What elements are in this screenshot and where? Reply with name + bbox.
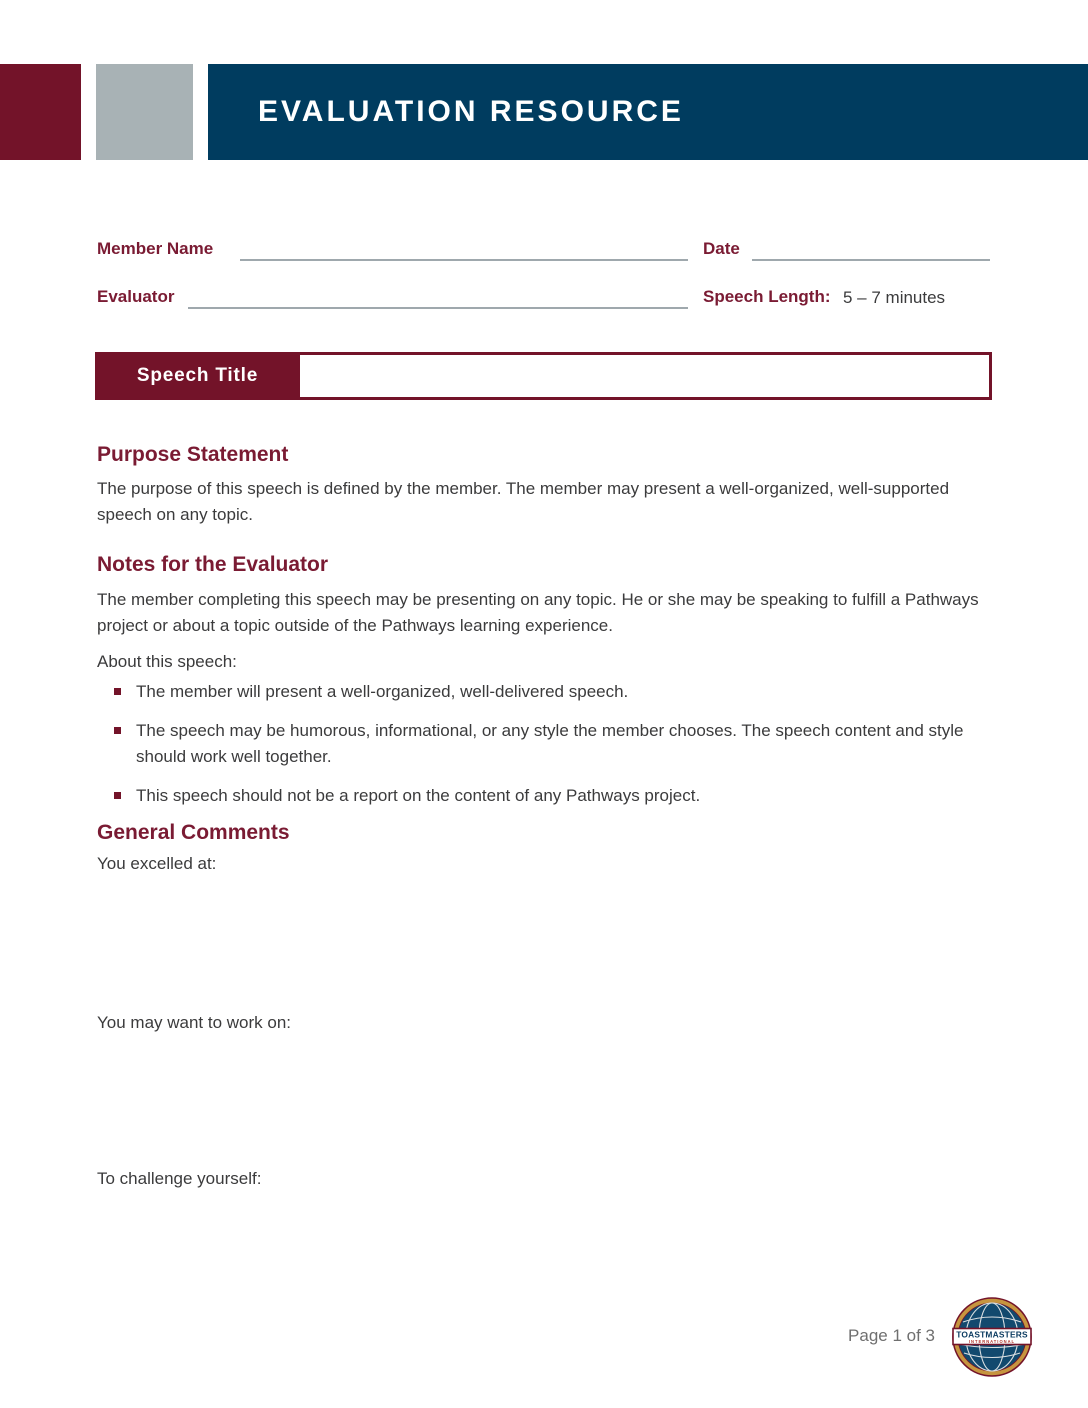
member-name-label: Member Name xyxy=(97,239,214,258)
date-field[interactable] xyxy=(752,240,990,261)
list-item xyxy=(114,783,990,809)
bullet-text: The member will present a well-organized, well-delivered speech. xyxy=(136,682,629,701)
notes-for-evaluator-body: The member completing this speech may be presenting on any topic. He or she may be speaking to fulfill a Pathways project or about a topic outside of the Pathways learning experience. xyxy=(97,590,979,635)
challenge-yourself-writing-area[interactable] xyxy=(97,1196,990,1291)
speech-title-field[interactable] xyxy=(303,355,989,397)
evaluator-label: Evaluator xyxy=(97,287,175,306)
list-item xyxy=(114,718,990,770)
purpose-statement-heading: Purpose Statement xyxy=(97,443,289,466)
list-item xyxy=(114,679,990,705)
member-name-field[interactable] xyxy=(240,240,688,261)
page-title: EVALUATION RESOURCE xyxy=(258,95,684,128)
work-on-prompt: You may want to work on: xyxy=(97,1013,292,1032)
bullet-text: This speech should not be a report on the content of any Pathways project. xyxy=(136,786,701,805)
speech-length-label: Speech Length: xyxy=(703,287,831,306)
header-maroon-block xyxy=(0,64,81,160)
excelled-at-prompt: You excelled at: xyxy=(97,854,217,873)
speech-notes-bullet-list xyxy=(114,679,990,822)
header-gray-block xyxy=(96,64,193,160)
general-comments-heading: General Comments xyxy=(97,821,290,844)
bullet-square-icon xyxy=(114,792,121,799)
logo-subtext: INTERNATIONAL xyxy=(968,1339,1016,1344)
speech-title-box xyxy=(95,352,992,400)
excelled-at-writing-area[interactable] xyxy=(97,880,990,1005)
header-bar xyxy=(208,64,1088,160)
speech-title-label: Speech Title xyxy=(95,352,300,400)
bullet-square-icon xyxy=(114,727,121,734)
evaluator-field[interactable] xyxy=(188,288,688,309)
bullet-square-icon xyxy=(114,688,121,695)
date-label: Date xyxy=(703,239,740,258)
notes-for-evaluator-heading: Notes for the Evaluator xyxy=(97,553,329,576)
purpose-statement-body: The purpose of this speech is defined by the member. The member may present a well-organized, well-supported speech on any topic. xyxy=(97,479,950,524)
page-indicator: Page 1 of 3 xyxy=(848,1326,935,1345)
logo-wordmark: TOASTMASTERS xyxy=(956,1329,1028,1340)
speech-length-value: 5 – 7 minutes xyxy=(843,288,946,307)
work-on-writing-area[interactable] xyxy=(97,1040,990,1160)
challenge-yourself-prompt: To challenge yourself: xyxy=(97,1169,262,1188)
bullet-text: The speech may be humorous, informational, or any style the member chooses. The speech content and style should work well together. xyxy=(136,721,964,766)
toastmasters-logo-icon xyxy=(951,1296,1033,1378)
about-this-speech-label: About this speech: xyxy=(97,652,237,671)
